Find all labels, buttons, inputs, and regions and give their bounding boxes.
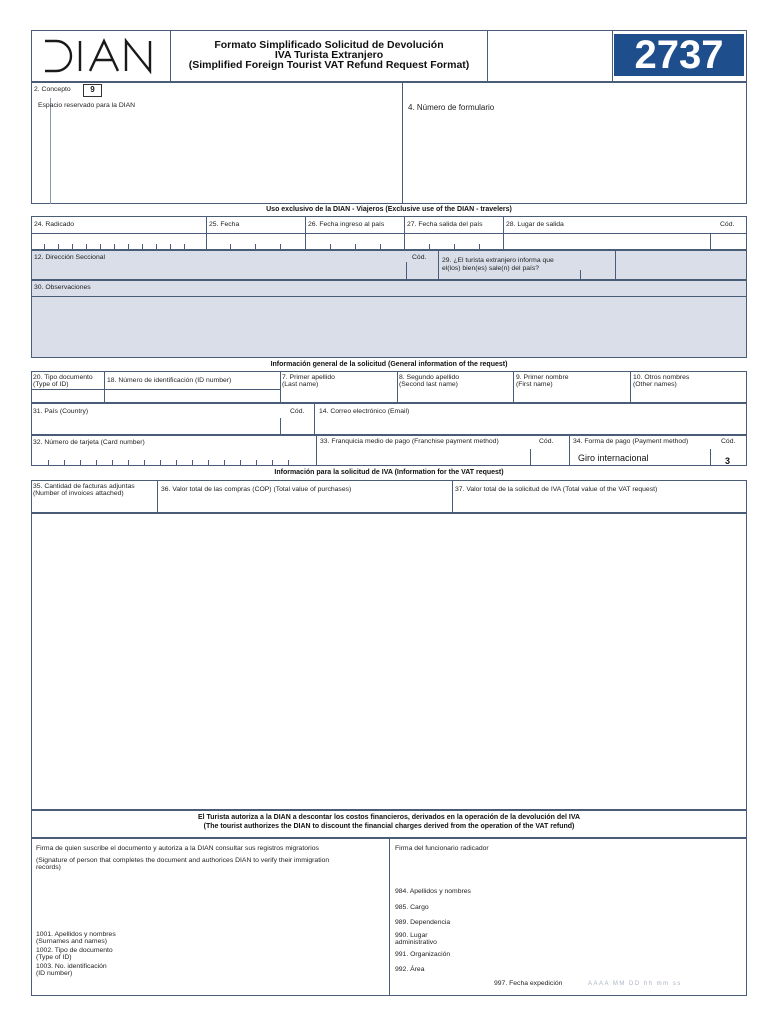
- espacio-label: Espacio reservado para la DIAN: [38, 102, 136, 109]
- dian-use-title: Uso exclusivo de la DIAN - Viajeros (Exclusive use of the DIAN - travelers): [266, 206, 512, 213]
- firma-label: Firma de quien suscribe el documento y autoriza a la DIAN consultar sus registros migratorios: [36, 845, 319, 852]
- num-id-label: 18. Número de identificación (ID number): [107, 377, 232, 384]
- segundo-apellido-label-2: (Second last name): [399, 381, 458, 388]
- cantidad-label-2: (Number of invoices attached): [33, 490, 124, 497]
- general-info-title: Información general de la solicitud (General information of the request): [270, 361, 508, 368]
- franquicia-cod-label: Cód.: [539, 438, 554, 445]
- primer-nombre-input[interactable]: [514, 389, 629, 402]
- firma-en-label-2: records): [36, 864, 61, 871]
- valor-total-label: 36. Valor total de las compras (COP) (Total value of purchases): [161, 486, 352, 493]
- lugar-label-2: administrativo: [395, 939, 437, 946]
- primer-apellido-label-2: (Last name): [282, 381, 319, 388]
- primer-apellido-label-1: 7. Primer apellido: [282, 374, 335, 381]
- segundo-apellido-label-1: 8. Segundo apellido: [399, 374, 460, 381]
- franquicia-label: 33. Franquicia medio de pago (Franchise payment method): [320, 438, 499, 445]
- pais-label: 31. País (Country): [33, 408, 89, 415]
- informa-input[interactable]: [616, 251, 746, 279]
- organizacion-label: 991. Organización: [395, 951, 451, 958]
- concepto-input[interactable]: 9: [83, 84, 102, 97]
- firma-en-label-1: (Signature of person that completes the document and authorices DIAN to verify their immigration: [36, 857, 330, 864]
- tipo-doc-label-1: 20. Tipo documento: [33, 374, 93, 381]
- firma-funcionario-area[interactable]: [392, 856, 744, 884]
- segundo-apellido-input[interactable]: [398, 389, 512, 402]
- lugar-cod-label: Cód.: [720, 221, 735, 228]
- primer-apellido-input[interactable]: [281, 389, 396, 402]
- fecha-salida-label: 27. Fecha salida del país: [407, 221, 483, 228]
- informa-label-1: 29. ¿El turista extranjero informa que: [442, 257, 554, 264]
- cantidad-label-1: 35. Cantidad de facturas adjuntas: [33, 483, 135, 490]
- correo-label: 14. Correo electrónico (Email): [319, 408, 410, 415]
- no-id-label-2: (ID number): [36, 970, 73, 977]
- forma-pago-value[interactable]: Giro internacional: [578, 453, 649, 463]
- radicado-label: 24. Radicado: [34, 221, 75, 228]
- lugar-label-1: 990. Lugar: [395, 932, 428, 939]
- tipo-documento-label-2: (Type of ID): [36, 954, 72, 961]
- direccion-seccional-label: 12. Dirección Seccional: [34, 254, 106, 261]
- fecha-label: 25. Fecha: [209, 221, 240, 228]
- tipo-doc-input[interactable]: [32, 390, 103, 402]
- apellidos-label-1: 1001. Apellidos y nombres: [36, 931, 116, 938]
- dependencia-label: 989. Dependencia: [395, 919, 451, 926]
- fecha-expedicion-placeholder[interactable]: AAAA MM DD hh mm ss: [588, 981, 682, 987]
- tarjeta-label: 32. Número de tarjeta (Card number): [33, 439, 145, 446]
- otros-nombres-input[interactable]: [631, 389, 746, 402]
- pais-input[interactable]: [32, 418, 279, 434]
- primer-nombre-label-1: 9. Primer nombre: [516, 374, 569, 381]
- tipo-documento-label-1: 1002. Tipo de documento: [36, 947, 113, 954]
- forma-pago-cod-label: Cód.: [721, 438, 736, 445]
- lugar-salida-label: 28. Lugar de salida: [506, 221, 564, 228]
- cantidad-input[interactable]: [32, 498, 156, 512]
- otros-nombres-label-2: (Other names): [633, 381, 677, 388]
- numero-formulario-label: 4. Número de formulario: [408, 103, 495, 112]
- title-line-3: (Simplified Foreign Tourist VAT Refund Request Format): [188, 59, 470, 71]
- lugar-salida-input[interactable]: [504, 234, 709, 249]
- pais-cod-label: Cód.: [290, 408, 305, 415]
- informa-label-2: el(los) bien(es) sale(n) del país?: [442, 265, 540, 272]
- firma-funcionario-label: Firma del funcionario radicador: [395, 845, 489, 852]
- valor-solicitud-input[interactable]: [453, 498, 746, 512]
- valor-total-input[interactable]: [158, 498, 451, 512]
- direccion-cod-label: Cód.: [412, 254, 427, 261]
- form-number: 2737: [614, 34, 744, 76]
- no-id-label-1: 1003. No. identificación: [36, 963, 107, 970]
- concepto-label: 2. Concepto: [34, 86, 71, 93]
- funcionario-apellidos-label: 984. Apellidos y nombres: [395, 888, 471, 895]
- vat-info-title: Información para la solicitud de IVA (Information for the VAT request): [274, 469, 504, 476]
- observaciones-label: 30. Observaciones: [34, 284, 91, 291]
- num-id-input[interactable]: [105, 390, 279, 402]
- fecha-expedicion-label: 997. Fecha expedición: [494, 980, 563, 987]
- area-label: 992. Área: [395, 966, 425, 973]
- authorization-line-2: (The tourist authorizes the DIAN to discount the financial charges derived from the operation of the VAT refund): [203, 823, 575, 830]
- dian-logo: [42, 38, 157, 74]
- title-line-1: Formato Simplificado Solicitud de Devolución: [214, 39, 444, 51]
- firma-area[interactable]: [33, 874, 387, 926]
- blank-area: [31, 513, 747, 810]
- observaciones-input[interactable]: [32, 297, 746, 357]
- valor-solicitud-label: 37. Valor total de la solicitud de IVA (Total value of the VAT request): [455, 486, 658, 493]
- forma-pago-code[interactable]: 3: [725, 456, 731, 466]
- cargo-label: 985. Cargo: [395, 904, 429, 911]
- fecha-ingreso-label: 26. Fecha ingreso al país: [308, 221, 385, 228]
- correo-input[interactable]: [315, 418, 746, 434]
- primer-nombre-label-2: (First name): [516, 381, 553, 388]
- title-line-2: IVA Turista Extranjero: [274, 49, 384, 61]
- form-title: [172, 40, 486, 70]
- otros-nombres-label-1: 10. Otros nombres: [633, 374, 690, 381]
- authorization-line-1: El Turista autoriza a la DIAN a descontar los costos financieros, derivados en la operación de la devolución del IVA: [197, 814, 581, 821]
- top-block: [31, 82, 747, 204]
- tipo-doc-label-2: (Type of ID): [33, 381, 69, 388]
- apellidos-label-2: (Surnames and names): [36, 938, 108, 945]
- forma-pago-label: 34. Forma de pago (Payment method): [573, 438, 689, 445]
- franquicia-input[interactable]: [317, 449, 529, 465]
